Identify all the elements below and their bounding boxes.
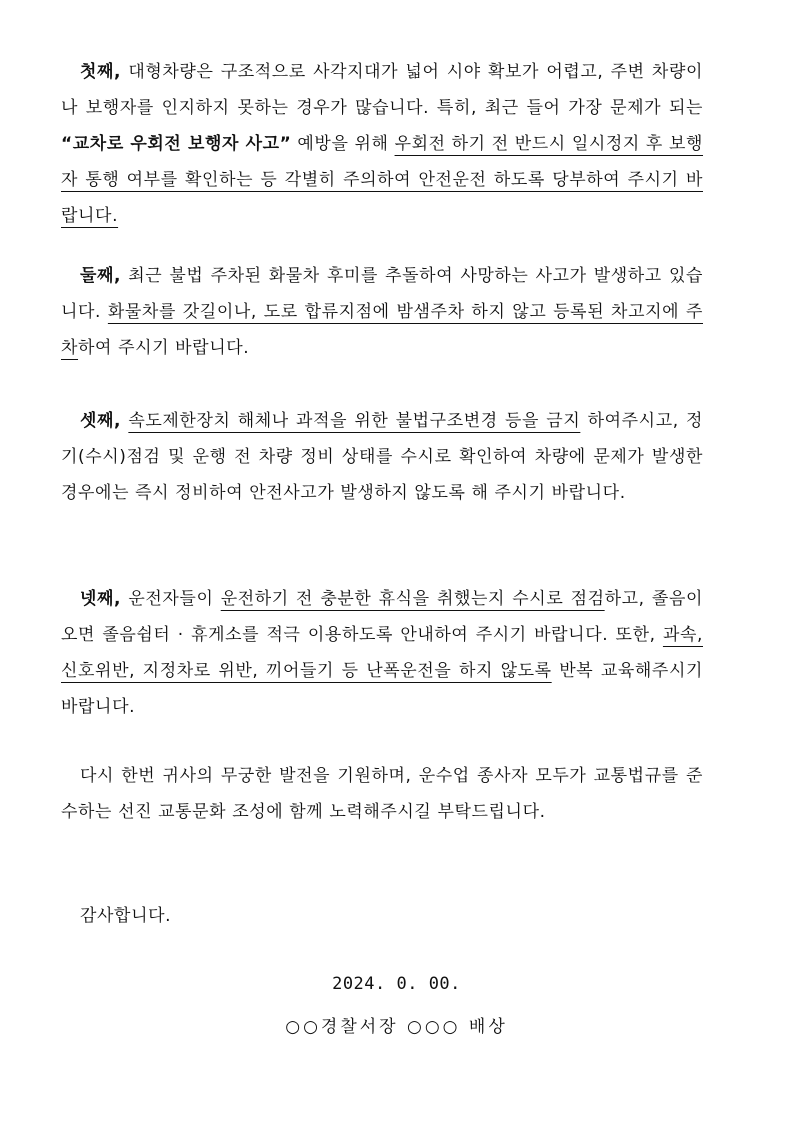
paragraph-closing (61, 758, 703, 830)
thanks-text: 감사합니다. (80, 906, 172, 926)
paragraph-first (61, 54, 703, 234)
paragraph-text: 최근 불법 주차된 화물차 후미를 추돌하여 사망하는 사고가 발생하고 있습니다. (61, 266, 703, 322)
paragraph-text: 운전자들이 (121, 589, 221, 609)
paragraph-lead: 첫째, (80, 62, 122, 82)
paragraph-third (61, 403, 703, 511)
underlined-request: 화물차를 갓길이나, 도로 합류지점에 밤샘주차 하지 않고 등록된 차고지에 주차 (61, 302, 703, 358)
thanks-line (61, 898, 703, 934)
paragraph-text: 하고, 졸음이 오면 졸음쉼터 · 휴게소를 적극 이용하도록 안내하여 주시기 바랍니다. 또한, (61, 589, 703, 645)
date-line: 2024. 0. 00. (332, 974, 461, 994)
underlined-request: 운전하기 전 충분한 휴식을 취했는지 수시로 점검 (220, 589, 605, 609)
emphasized-quote: “교차로 우회전 보행자 사고” (61, 134, 292, 154)
paragraph-second (61, 258, 703, 366)
paragraph-text: 예방을 위해 (291, 134, 395, 154)
underlined-request: 과속, 신호위반, 지정차로 위반, 끼어들기 등 난폭운전을 하지 않도록 (61, 625, 703, 681)
underlined-request: 속도제한장치 해체나 과적을 위한 불법구조변경 등을 금지 (128, 411, 581, 431)
paragraph-text: 하여 주시기 바랍니다. (78, 338, 250, 358)
paragraph-lead: 둘째, (80, 266, 122, 286)
paragraph-text: 대형차량은 구조적으로 사각지대가 넓어 시야 확보가 어렵고, 주변 차량이나 보행자를 인지하지 못하는 경우가 많습니다. 특히, 최근 들어 가장 문제가 되는 (61, 62, 703, 118)
paragraph-fourth (61, 581, 703, 725)
paragraph-lead: 넷째, (80, 589, 122, 609)
signature-line: ○○경찰서장 ○○○ 배상 (285, 1017, 508, 1037)
underlined-request: 우회전 하기 전 반드시 일시정지 후 보행자 통행 여부를 확인하는 등 각별히 주의하여 안전운전 하도록 당부하여 주시기 바랍니다. (61, 134, 704, 226)
paragraph-text: 반복 교육해주시기 바랍니다. (61, 661, 703, 717)
paragraph-text: 다시 한번 귀사의 무궁한 발전을 기원하며, 운수업 종사자 모두가 교통법규를 준수하는 선진 교통문화 조성에 함께 노력해주시길 부탁드립니다. (61, 766, 703, 822)
paragraph-lead: 셋째, (80, 411, 122, 431)
paragraph-text: 하여주시고, 정기(수시)점검 및 운행 전 차량 정비 상태를 수시로 확인하여 차량에 문제가 발생한 경우에는 즉시 정비하여 안전사고가 발생하지 않도록 해 주시기 바랍니다. (61, 411, 703, 503)
